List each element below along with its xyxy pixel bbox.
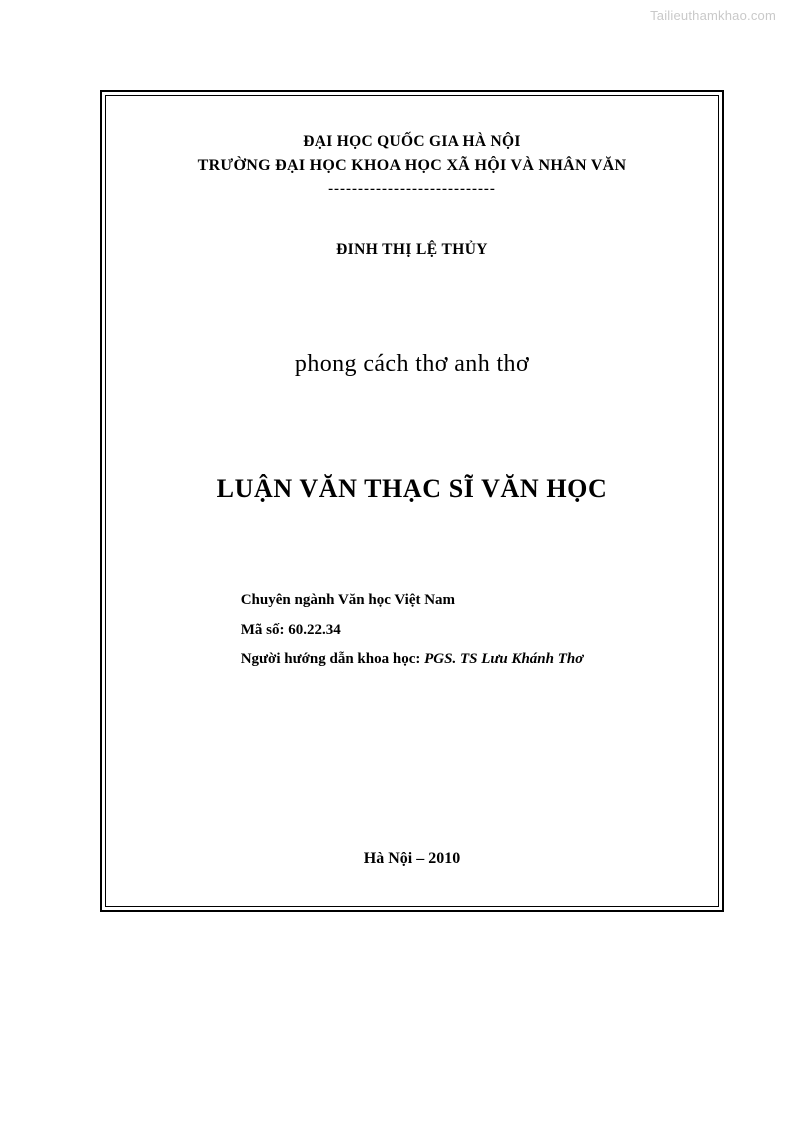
university-name-line1: ĐẠI HỌC QUỐC GIA HÀ NỘI [303, 133, 521, 150]
cover-page-inner-border [105, 95, 719, 907]
place-and-year: Hà Nội – 2010 [363, 850, 461, 867]
cover-content [106, 96, 718, 906]
thesis-meta-block [241, 586, 584, 674]
code-line: Mã số: 60.22.34 [240, 621, 341, 638]
major-line: Chuyên ngành Văn học Việt Nam [240, 592, 456, 609]
university-name-line2: TRƯỜNG ĐẠI HỌC KHOA HỌC XÃ HỘI VÀ NHÂN VĂN [197, 157, 627, 175]
divider-dashes: ---------------------------- [328, 180, 496, 197]
supervisor-name: PGS. TS Lưu Khánh Thơ [424, 650, 584, 667]
supervisor-line [241, 645, 584, 674]
degree-type: LUẬN VĂN THẠC SĨ VĂN HỌC [216, 474, 608, 504]
cover-page-frame [100, 90, 724, 912]
watermark: Tailieuthamkhao.com [650, 8, 776, 23]
supervisor-label: Người hướng dẫn khoa học: [240, 650, 421, 667]
author-name: ĐINH THỊ LỆ THỦY [336, 241, 488, 259]
thesis-title: phong cách thơ anh thơ [294, 351, 530, 378]
